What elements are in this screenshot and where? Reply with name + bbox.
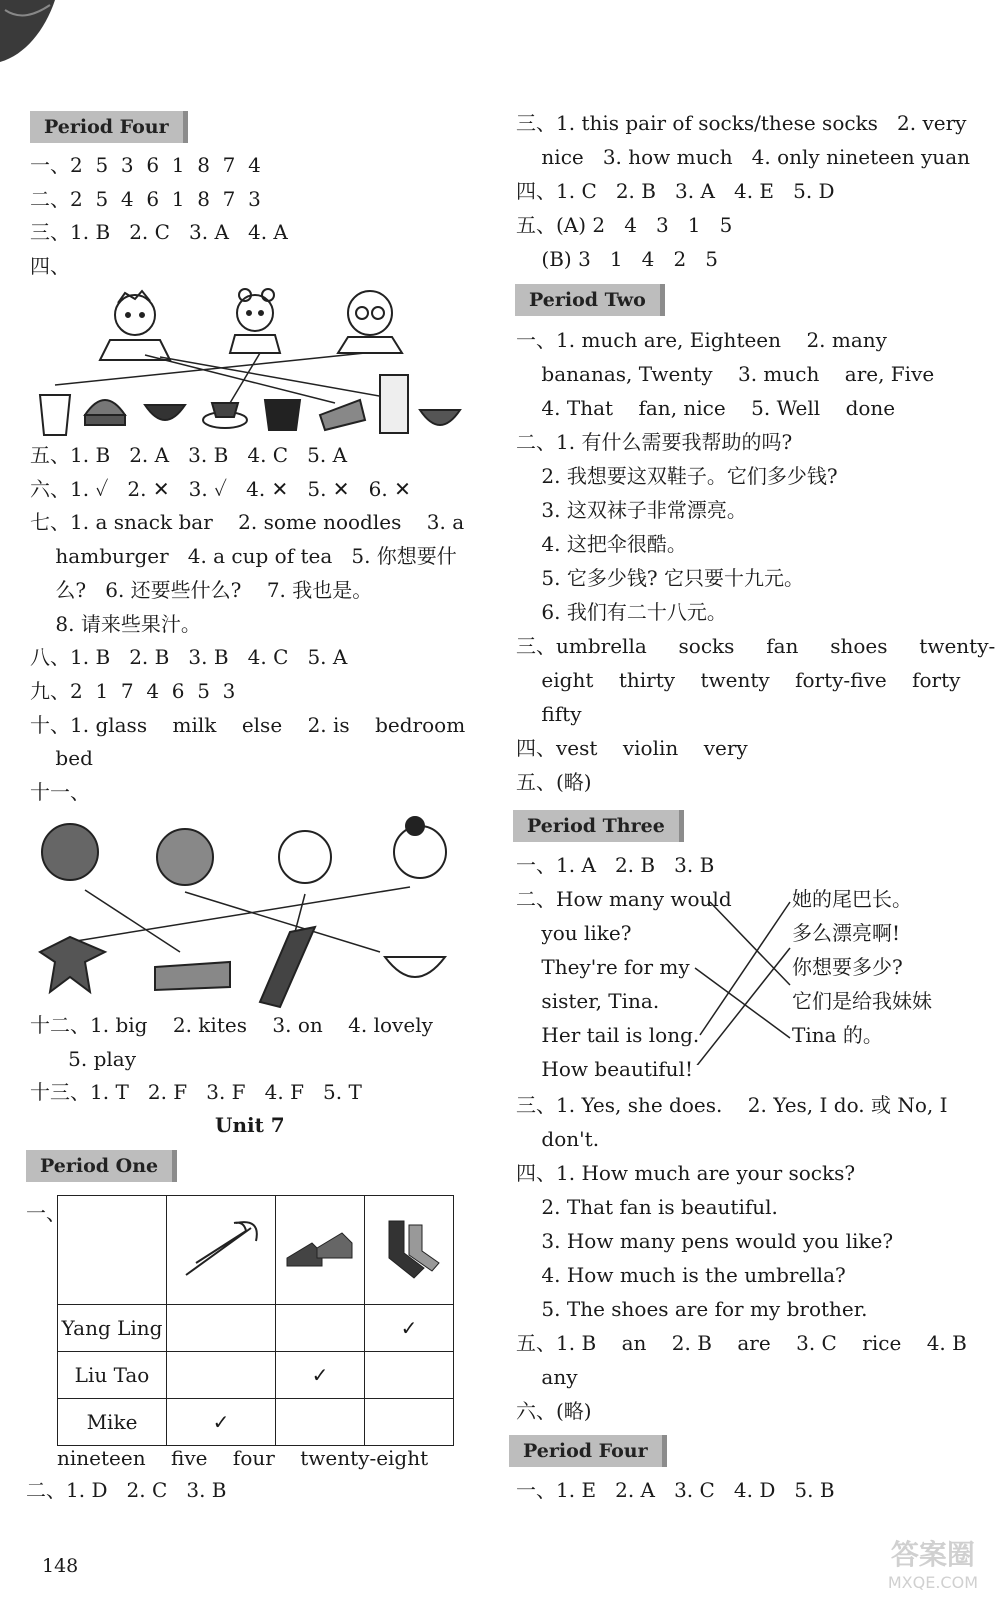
row-umbrella <box>167 1305 276 1352</box>
answer-line: don't. <box>516 1127 600 1151</box>
answer-line: 5. The shoes are for my brother. <box>516 1297 868 1321</box>
soup-bowl-icon <box>420 410 460 425</box>
answer-line: 你想要多少? <box>792 955 903 979</box>
shoes-icon <box>282 1218 358 1278</box>
row-socks: ✓ <box>365 1305 454 1352</box>
cup-icon <box>265 400 300 430</box>
noodle-bowl-icon <box>145 405 185 420</box>
food-matching-picture <box>30 285 470 440</box>
answer-line: 一、1. A 2. B 3. B <box>516 853 715 877</box>
answer-line: 四、 <box>30 253 70 278</box>
tea-cup-icon <box>212 403 238 417</box>
scarf-icon <box>260 927 315 1007</box>
umbrella-cell <box>167 1196 276 1305</box>
answer-line: any <box>516 1365 578 1389</box>
period-one-header: Period One <box>26 1150 177 1182</box>
row-name: Mike <box>58 1399 167 1446</box>
answer-line: 四、vest violin very <box>516 736 748 760</box>
answer-line: 五、1. B an 2. B are 3. C rice 4. B <box>516 1331 967 1355</box>
answer-line: bed <box>30 746 93 771</box>
page-number: 148 <box>42 1555 79 1577</box>
answer-line: 它们是给我妹妹 <box>792 989 932 1013</box>
table-row <box>58 1352 454 1399</box>
answer-line: 么? 6. 还要些什么? 7. 我也是。 <box>30 577 373 602</box>
answer-line: 二、How many would <box>516 887 732 911</box>
answer-line: bananas, Twenty 3. much are, Five <box>516 362 935 386</box>
answer-line: 十一、 <box>30 780 90 804</box>
answer-line: 5. 它多少钱? 它只要十九元。 <box>516 566 804 590</box>
table-header-row <box>58 1196 454 1305</box>
period-four-header: Period Four <box>30 111 188 143</box>
answer-line: 多么漂亮啊! <box>792 921 901 945</box>
answer-line: 4. How much is the umbrella? <box>516 1263 846 1287</box>
child-1-icon <box>42 824 98 880</box>
kite-icon <box>40 937 105 992</box>
answer-line: 三、1. this pair of socks/these socks 2. very <box>516 111 967 135</box>
answer-line: eight thirty twenty forty-five forty <box>516 668 961 692</box>
row-shoes <box>276 1399 365 1446</box>
answer-line: 三、1. Yes, she does. 2. Yes, I do. 或 No, I <box>516 1093 948 1117</box>
table-question-marker: 一、 <box>26 1201 66 1225</box>
matching-lines <box>690 890 800 1065</box>
answer-line: 二、1. 有什么需要我帮助的吗? <box>516 430 793 454</box>
answer-line: 五、1. B 2. A 3. B 4. C 5. A <box>30 443 348 467</box>
answer-line: 一、2 5 3 6 1 8 7 4 <box>30 153 261 177</box>
milk-carton-icon <box>380 375 408 433</box>
shoes-cell <box>276 1196 365 1305</box>
answer-line: 3. How many pens would you like? <box>516 1229 894 1253</box>
answer-line: 六、(略) <box>516 1399 592 1423</box>
answer-line: fifty <box>516 702 582 726</box>
row-socks <box>365 1399 454 1446</box>
answer-line: nice 3. how much 4. only nineteen yuan <box>516 145 970 169</box>
answer-line: 8. 请来些果汁。 <box>30 611 201 636</box>
answer-line: 4. That fan, nice 5. Well done <box>516 396 896 420</box>
answer-line: sister, Tina. <box>516 989 660 1013</box>
answer-line: 4. 这把伞很酷。 <box>516 532 687 556</box>
answer-line: 四、1. C 2. B 3. A 4. E 5. D <box>516 179 835 203</box>
answer-line: 九、2 1 7 4 6 5 3 <box>30 678 236 703</box>
period-two-header: Period Two <box>515 284 665 316</box>
hamburger-icon <box>85 400 125 415</box>
sandwich-icon <box>155 962 230 990</box>
umbrella-icon <box>176 1213 266 1283</box>
table-corner-cell <box>58 1196 167 1305</box>
row-shoes: ✓ <box>276 1352 365 1399</box>
left-last-line: 二、1. D 2. C 3. B <box>26 1478 227 1502</box>
watermark-line-1: 答案圈 <box>890 1538 975 1571</box>
answer-line: 三、umbrella socks fan shoes twenty- <box>516 634 996 658</box>
answer-line: 五、(略) <box>516 770 592 794</box>
watermark <box>888 1533 978 1592</box>
prices-line: nineteen five four twenty-eight <box>57 1446 429 1470</box>
answer-line: 她的尾巴长。 <box>792 887 912 911</box>
juice-glass-icon <box>40 395 70 435</box>
answer-line: 三、1. B 2. C 3. A 4. A <box>30 220 288 244</box>
row-name: Liu Tao <box>58 1352 167 1399</box>
answer-line: 5. play <box>30 1046 137 1071</box>
socks-icon <box>374 1213 444 1283</box>
row-umbrella: ✓ <box>167 1399 276 1446</box>
answer-line: 六、1. ✓ 2. ✕ 3. ✓ 4. ✕ 5. ✕ 6. ✕ <box>30 476 411 501</box>
answer-line: 二、2 5 4 6 1 8 7 3 <box>30 186 261 211</box>
answer-line: 一、1. much are, Eighteen 2. many <box>516 328 887 352</box>
answer-line: 6. 我们有二十八元。 <box>516 600 727 624</box>
corner-decoration <box>0 0 60 70</box>
unit-title: Unit 7 <box>215 1113 285 1137</box>
row-shoes <box>276 1305 365 1352</box>
answer-line: 五、(A) 2 4 3 1 5 <box>516 213 733 237</box>
answer-line: 2. That fan is beautiful. <box>516 1195 778 1219</box>
answer-line: hamburger 4. a cup of tea 5. 你想要什 <box>30 544 457 569</box>
child-3-icon <box>279 831 331 883</box>
answer-line: 十二、1. big 2. kites 3. on 4. lovely <box>30 1013 433 1037</box>
answer-line: 3. 这双袜子非常漂亮。 <box>516 498 747 522</box>
row-umbrella <box>167 1352 276 1399</box>
period-four-header-right: Period Four <box>509 1435 667 1467</box>
boy-icon <box>100 291 170 360</box>
answer-line: Her tail is long. <box>516 1023 700 1047</box>
answer-line: 八、1. B 2. B 3. B 4. C 5. A <box>30 645 348 670</box>
answer-line: you like? <box>516 921 632 945</box>
sandwich-icon <box>320 400 365 430</box>
row-socks <box>365 1352 454 1399</box>
answer-line: 七、1. a snack bar 2. some noodles 3. a <box>30 510 465 535</box>
child-2-icon <box>157 829 213 885</box>
table-row <box>58 1399 454 1446</box>
girl-icon <box>230 289 280 353</box>
grandma-icon <box>338 291 402 353</box>
table-row <box>58 1305 454 1352</box>
answer-line: How beautiful! <box>516 1057 693 1081</box>
answer-line: 十、1. glass milk else 2. is bedroom <box>30 712 466 737</box>
answer-line: 四、1. How much are your socks? <box>516 1161 856 1185</box>
answer-line: 十三、1. T 2. F 3. F 4. F 5. T <box>30 1080 362 1104</box>
answer-line: Tina 的。 <box>792 1023 883 1047</box>
socks-cell <box>365 1196 454 1305</box>
row-name: Yang Ling <box>58 1305 167 1352</box>
answer-line: 2. 我想要这双鞋子。它们多少钱? <box>516 464 838 488</box>
noodle-bowl-icon <box>385 957 445 977</box>
watermark-line-2: MXQE.COM <box>887 1573 978 1592</box>
answer-line: They're for my <box>516 955 690 979</box>
shopping-table <box>57 1195 454 1446</box>
period-three-header: Period Three <box>513 810 684 842</box>
answer-line: (B) 3 1 4 2 5 <box>516 247 719 271</box>
answer-line: 一、1. E 2. A 3. C 4. D 5. B <box>516 1478 835 1502</box>
kids-items-matching-picture <box>30 812 470 1010</box>
